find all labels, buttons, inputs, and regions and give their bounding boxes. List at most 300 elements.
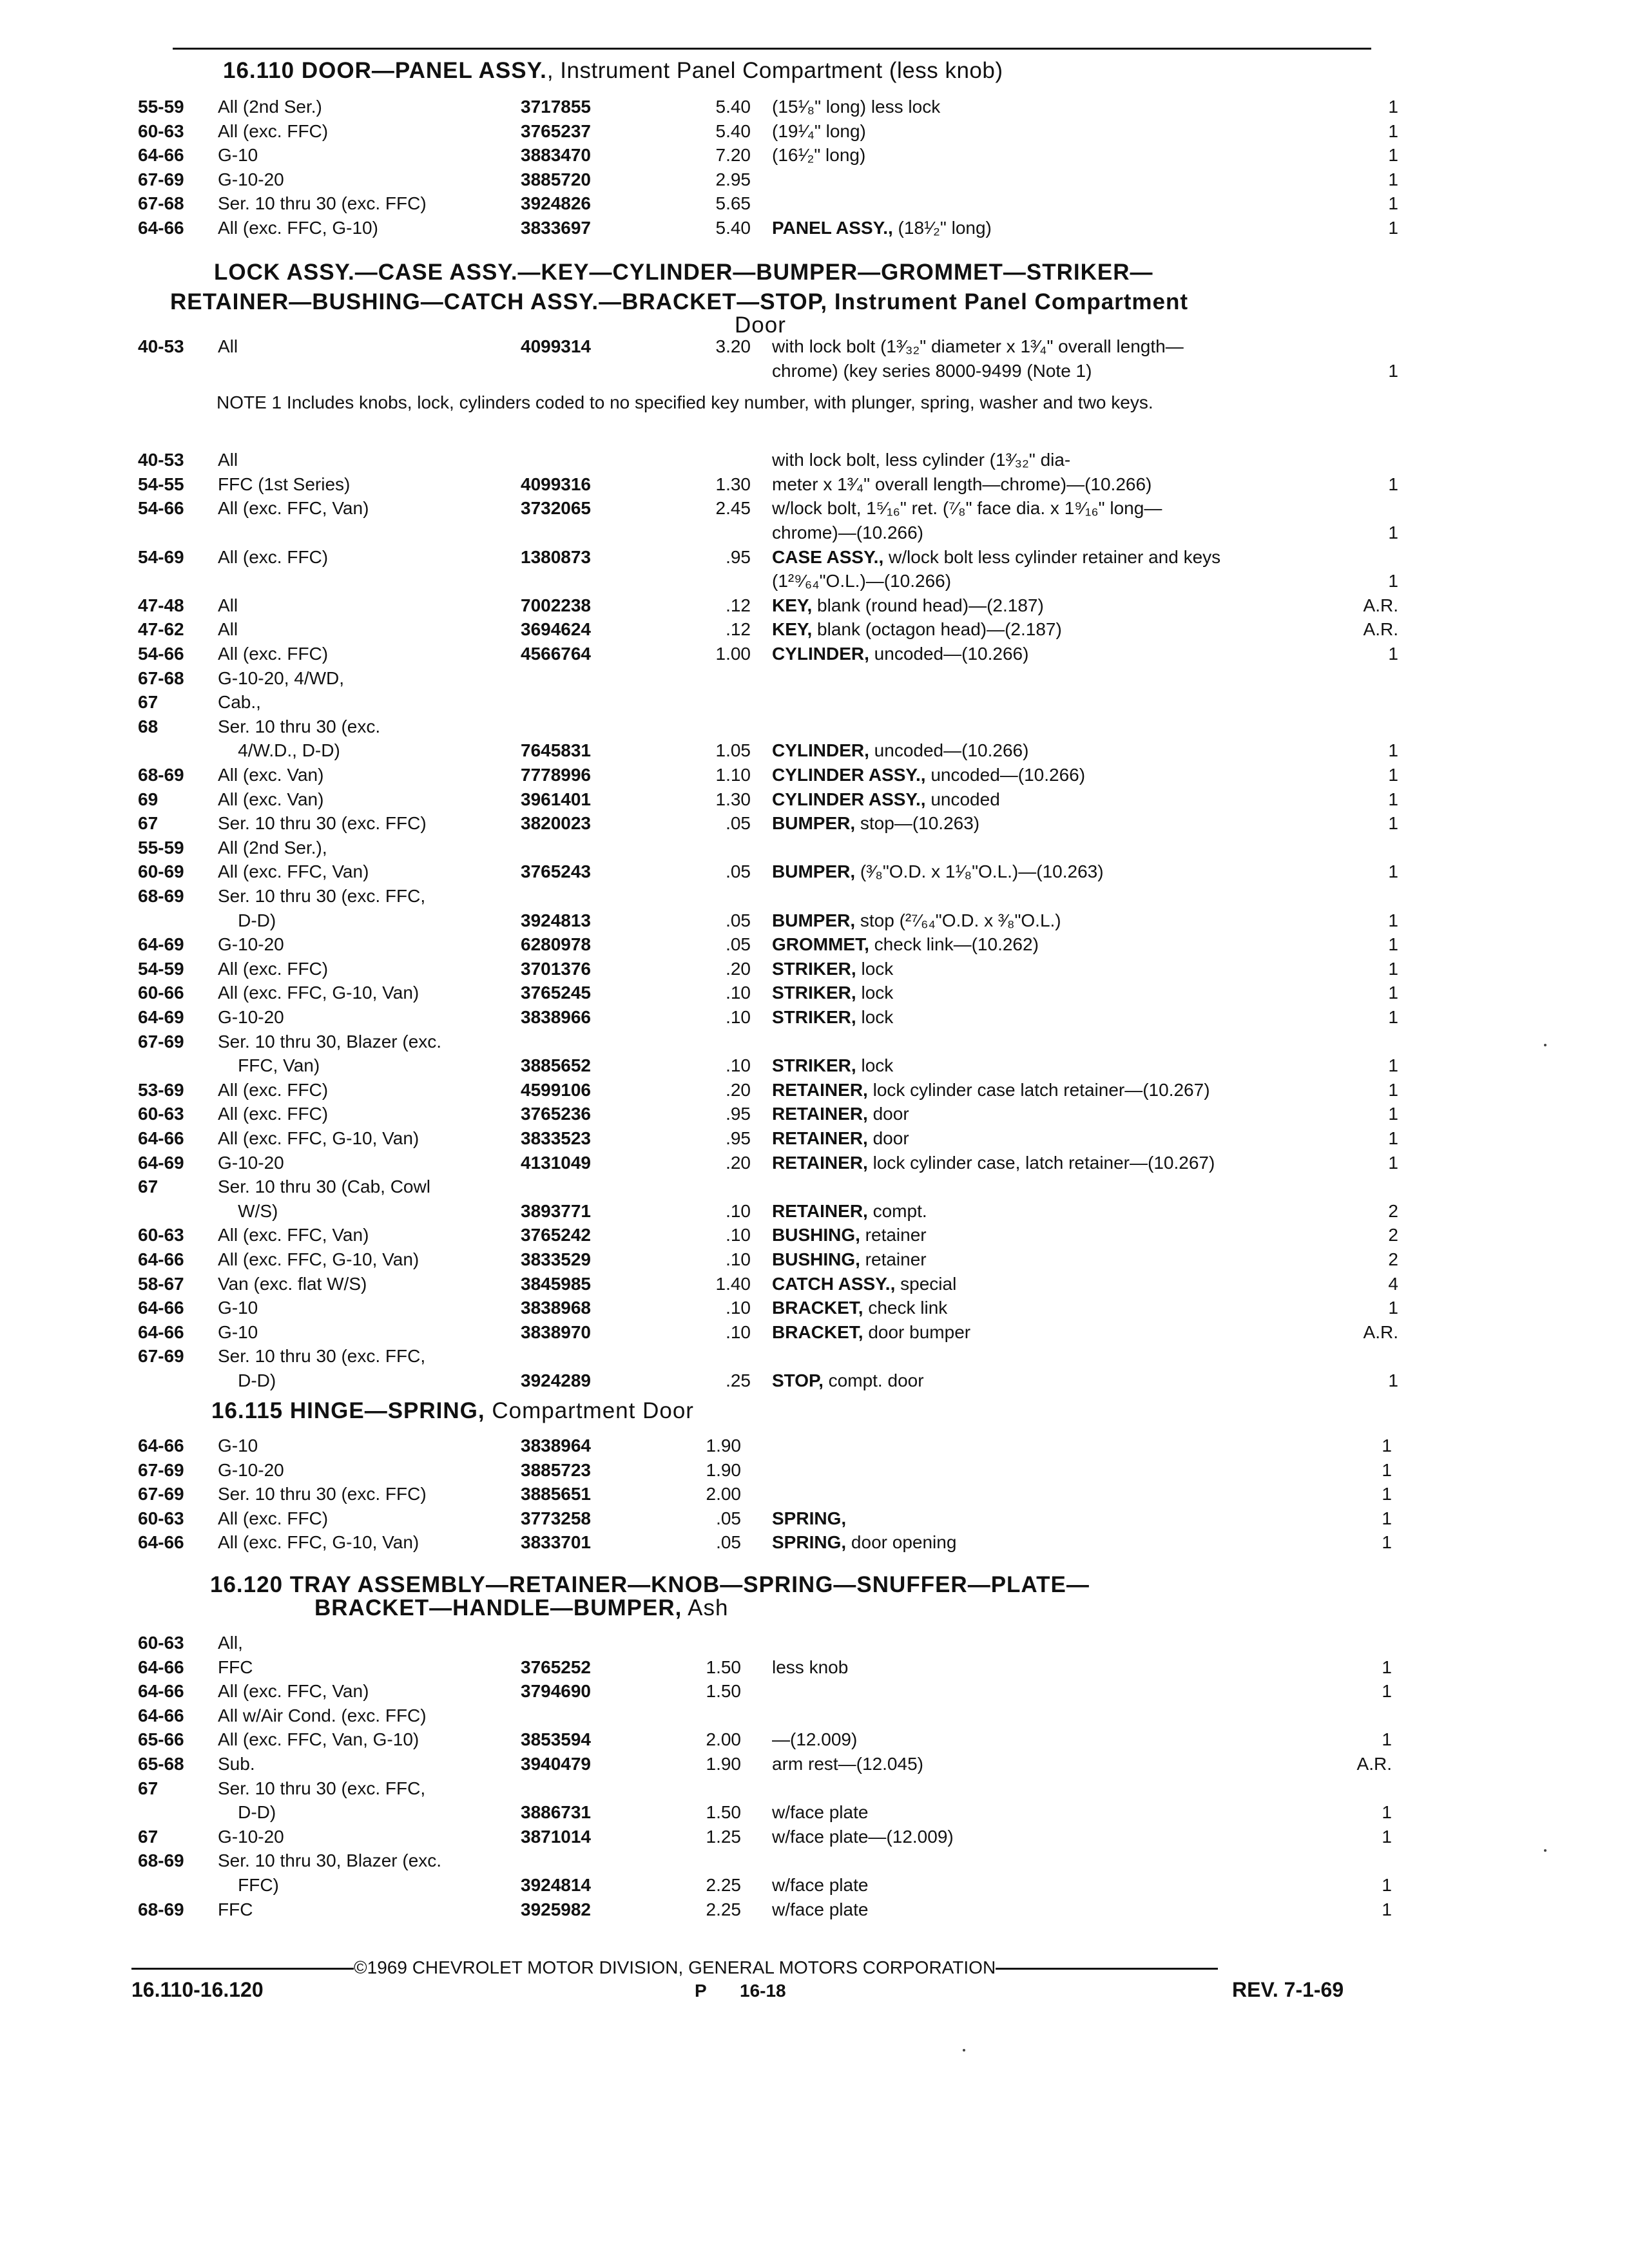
table-row	[0, 1508, 1629, 1533]
model-year: 64-66	[138, 1532, 184, 1552]
table-row	[0, 1104, 1629, 1128]
model-year: 60-63	[138, 1633, 184, 1653]
application: All (exc. FFC, G-10, Van)	[218, 1532, 419, 1552]
part-description	[772, 547, 1220, 568]
section-16-115-title: 16.115 HINGE—SPRING, Compartment Door	[211, 1398, 694, 1423]
list-price: 2.00	[706, 1729, 741, 1749]
list-price: 1.90	[706, 1460, 741, 1480]
list-price: 1.50	[706, 1681, 741, 1701]
list-price: .05	[726, 934, 751, 954]
part-description	[772, 1322, 970, 1343]
part-number: 3893771	[521, 1201, 592, 1221]
model-year: 65-68	[138, 1754, 184, 1774]
table-row	[0, 716, 1629, 741]
part-description	[772, 474, 1152, 495]
quantity: 1	[1382, 1899, 1392, 1919]
model-year: 64-66	[138, 218, 184, 238]
quantity: 1	[1382, 1484, 1392, 1504]
quantity: 1	[1388, 1153, 1398, 1173]
list-price: .10	[726, 983, 751, 1003]
part-description	[772, 571, 951, 591]
part-description	[772, 910, 1061, 931]
part-detail: arm rest—(12.045)	[772, 1754, 923, 1774]
table-row	[0, 1484, 1629, 1508]
list-price: .10	[726, 1322, 751, 1342]
model-year: 64-66	[138, 1322, 184, 1342]
table-row	[0, 1460, 1629, 1485]
list-price: .05	[716, 1508, 741, 1528]
quantity: 1	[1388, 644, 1398, 664]
part-description	[772, 361, 1092, 381]
part-description	[772, 1729, 857, 1750]
top-rule	[173, 48, 1371, 50]
table-row	[0, 1436, 1629, 1460]
part-number: 3940479	[521, 1754, 592, 1774]
table-row	[0, 1249, 1629, 1274]
application: All	[218, 336, 238, 356]
application: Ser. 10 thru 30 (exc.	[218, 716, 381, 736]
part-name: SPRING,	[772, 1532, 847, 1552]
model-year: 67	[138, 1177, 159, 1196]
table-row	[0, 547, 1629, 572]
part-description	[772, 861, 1104, 882]
application: Ser. 10 thru 30, Blazer (exc.	[218, 1850, 442, 1870]
part-description	[772, 934, 1039, 955]
table-row	[0, 1177, 1629, 1201]
quantity: 1	[1382, 1657, 1392, 1677]
part-description	[772, 789, 1000, 810]
list-price: 1.30	[715, 474, 751, 494]
quantity: 1	[1388, 218, 1398, 238]
application: All (exc. FFC, Van)	[218, 861, 369, 881]
quantity: 1	[1388, 1370, 1398, 1390]
model-year: 54-55	[138, 474, 184, 494]
part-description	[772, 959, 893, 979]
quantity: 1	[1382, 1460, 1392, 1480]
application: Ser. 10 thru 30 (exc. FFC)	[218, 193, 427, 213]
application: All (exc. FFC)	[218, 1080, 329, 1100]
part-number: 3925982	[521, 1899, 592, 1919]
table-row	[0, 668, 1629, 693]
table-row	[0, 121, 1629, 146]
application: G-10-20	[218, 1827, 284, 1847]
part-description	[772, 1298, 947, 1318]
list-price: 5.40	[715, 121, 751, 141]
model-year: 64-69	[138, 1153, 184, 1173]
part-number: 3717855	[521, 97, 592, 117]
quantity: 1	[1388, 1298, 1398, 1318]
model-year: 54-59	[138, 959, 184, 979]
model-year: 64-66	[138, 1657, 184, 1677]
model-year: 67-68	[138, 193, 184, 213]
part-description	[772, 1802, 868, 1823]
part-detail: w/lock bolt, 1⁵⁄₁₆" ret. (⁷⁄₈" face dia. x 1⁹⁄₁₆" long—	[772, 498, 1162, 518]
application: FFC	[218, 1899, 253, 1919]
table-row	[0, 498, 1629, 523]
table-row	[0, 1802, 1629, 1827]
part-detail: less knob	[772, 1657, 849, 1677]
table-row	[0, 765, 1629, 789]
part-description	[772, 1370, 924, 1391]
list-price: .12	[726, 595, 751, 615]
part-number: 3833701	[521, 1532, 592, 1552]
part-detail: uncoded—(10.266)	[925, 765, 1086, 785]
list-price: 2.95	[715, 169, 751, 189]
model-year: 64-69	[138, 1007, 184, 1027]
list-price: .25	[726, 1370, 751, 1390]
part-name: RETAINER,	[772, 1104, 868, 1124]
model-year: 64-66	[138, 1128, 184, 1148]
scan-speck	[1544, 1044, 1547, 1046]
part-name: CYLINDER ASSY.,	[772, 789, 926, 809]
quantity: 1	[1388, 861, 1398, 881]
part-number: 7002238	[521, 595, 592, 615]
section-16-120-title-line2: BRACKET—HANDLE—BUMPER, Ash	[314, 1595, 729, 1620]
part-number: 3833529	[521, 1249, 592, 1269]
quantity: 1	[1388, 523, 1398, 543]
application: G-10	[218, 1436, 258, 1456]
list-price: 1.40	[715, 1274, 751, 1294]
model-year: 67-68	[138, 668, 184, 688]
model-year: 65-66	[138, 1729, 184, 1749]
quantity: 1	[1388, 789, 1398, 809]
model-year: 47-48	[138, 595, 184, 615]
part-number: 3820023	[521, 813, 592, 833]
application: All (exc. FFC)	[218, 959, 329, 979]
application: All (exc. FFC, G-10, Van)	[218, 1128, 419, 1148]
quantity: 1	[1382, 1729, 1392, 1749]
part-description	[772, 1153, 1215, 1173]
quantity: 4	[1388, 1274, 1398, 1294]
table-row	[0, 1201, 1629, 1225]
part-name: KEY,	[772, 619, 813, 639]
application: All	[218, 450, 238, 470]
page-number: 16-18	[740, 1981, 786, 2001]
model-year: 67-69	[138, 1032, 184, 1052]
table-row	[0, 1706, 1629, 1730]
part-name: BRACKET,	[772, 1322, 863, 1342]
part-detail: uncoded	[925, 789, 1000, 809]
lock-section-title-line3: Door	[735, 312, 786, 338]
part-detail: stop—(10.263)	[855, 813, 980, 833]
table-row	[0, 193, 1629, 218]
list-price: .20	[726, 1080, 751, 1100]
model-year: 68-69	[138, 886, 184, 906]
part-description	[772, 218, 992, 238]
part-number: 1380873	[521, 547, 592, 567]
application: All (exc. Van)	[218, 765, 324, 785]
part-name: KEY,	[772, 595, 813, 615]
table-row	[0, 218, 1629, 242]
application: All	[218, 595, 238, 615]
list-price: 1.00	[715, 644, 751, 664]
model-year: 54-69	[138, 547, 184, 567]
list-price: 1.10	[715, 765, 751, 785]
part-description	[772, 1657, 848, 1678]
list-price: 1.90	[706, 1754, 741, 1774]
list-price: .05	[726, 910, 751, 930]
application: Ser. 10 thru 30 (exc. FFC,	[218, 1778, 426, 1798]
quantity: 1	[1388, 361, 1398, 381]
table-row	[0, 1778, 1629, 1803]
application: G-10	[218, 1298, 258, 1318]
application: FFC, Van)	[218, 1055, 320, 1075]
application: Cab.,	[218, 692, 261, 712]
list-price: 1.50	[706, 1657, 741, 1677]
part-number: 3853594	[521, 1729, 592, 1749]
model-year: 67-69	[138, 1460, 184, 1480]
table-row	[0, 361, 1629, 385]
part-detail: compt. door	[823, 1370, 924, 1390]
section-16-110-title: 16.110 DOOR—PANEL ASSY., Instrument Panel Compartment (less knob)	[223, 58, 1003, 83]
part-name: BUSHING,	[772, 1249, 860, 1269]
list-price: 1.90	[706, 1436, 741, 1456]
table-row	[0, 595, 1629, 620]
table-row	[0, 474, 1629, 499]
part-name: SPRING,	[772, 1508, 847, 1528]
part-detail: check link	[863, 1298, 948, 1318]
application: D-D)	[218, 1802, 276, 1822]
model-year: 60-63	[138, 1104, 184, 1124]
table-row	[0, 1532, 1629, 1557]
application: G-10-20	[218, 1153, 284, 1173]
application: All,	[218, 1633, 243, 1653]
quantity: 1	[1382, 1681, 1392, 1701]
part-number: 3845985	[521, 1274, 592, 1294]
table-row	[0, 1657, 1629, 1682]
list-price: 2.25	[706, 1875, 741, 1895]
application: All (2nd Ser.)	[218, 97, 322, 117]
part-description	[772, 595, 1044, 616]
part-detail: with lock bolt (1³⁄₃₂" diameter x 1³⁄₄" overall length—	[772, 336, 1184, 356]
quantity: 1	[1388, 813, 1398, 833]
application: FFC (1st Series)	[218, 474, 351, 494]
table-row	[0, 1322, 1629, 1347]
list-price: .10	[726, 1007, 751, 1027]
table-row	[0, 1298, 1629, 1322]
table-row	[0, 1080, 1629, 1104]
quantity: 2	[1388, 1201, 1398, 1221]
table-row	[0, 169, 1629, 194]
quantity: 1	[1388, 765, 1398, 785]
list-price: 5.40	[715, 218, 751, 238]
part-description	[772, 1532, 956, 1553]
list-price: .10	[726, 1055, 751, 1075]
part-number: 3885651	[521, 1484, 592, 1504]
model-year: 55-59	[138, 838, 184, 858]
part-name: RETAINER,	[772, 1153, 868, 1173]
part-description	[772, 1201, 927, 1222]
list-price: .05	[716, 1532, 741, 1552]
model-year: 40-53	[138, 336, 184, 356]
table-row	[0, 861, 1629, 886]
quantity: 1	[1388, 1055, 1398, 1075]
part-description	[772, 1104, 909, 1124]
model-year: 67-69	[138, 169, 184, 189]
application: All (exc. FFC)	[218, 644, 329, 664]
table-row	[0, 1153, 1629, 1177]
part-description	[772, 1827, 954, 1847]
model-year: 64-66	[138, 1249, 184, 1269]
part-description	[772, 1754, 923, 1774]
table-row	[0, 886, 1629, 910]
model-year: 47-62	[138, 619, 184, 639]
table-row	[0, 1827, 1629, 1851]
application: D-D)	[218, 1370, 276, 1390]
list-price: .10	[726, 1225, 751, 1245]
quantity: A.R.	[1356, 1754, 1392, 1774]
model-year: 64-66	[138, 145, 184, 165]
part-number: 3838968	[521, 1298, 592, 1318]
part-name: BUMPER,	[772, 861, 856, 881]
quantity: 1	[1388, 121, 1398, 141]
part-detail: chrome)—(10.266)	[772, 523, 923, 543]
lock-section-title-line1: LOCK ASSY.—CASE ASSY.—KEY—CYLINDER—BUMPER—GROMMET—STRIKER—	[214, 260, 1153, 285]
table-row	[0, 959, 1629, 983]
quantity: 2	[1388, 1225, 1398, 1245]
part-detail: w/face plate	[772, 1875, 869, 1895]
quantity: 1	[1388, 193, 1398, 213]
table-row	[0, 838, 1629, 862]
table-row	[0, 1754, 1629, 1778]
table-row	[0, 692, 1629, 716]
table-row	[0, 619, 1629, 644]
quantity: 1	[1388, 910, 1398, 930]
part-name: STRIKER,	[772, 959, 856, 979]
model-year: 64-66	[138, 1681, 184, 1701]
part-detail: lock cylinder case latch retainer—(10.267)	[867, 1080, 1210, 1100]
section-range: 16.110-16.120	[131, 1978, 264, 2001]
application: G-10-20	[218, 169, 284, 189]
application: All (exc. FFC, Van)	[218, 1225, 369, 1245]
quantity: 1	[1388, 934, 1398, 954]
part-number: 3924814	[521, 1875, 592, 1895]
model-year: 58-67	[138, 1274, 184, 1294]
list-price: 2.00	[706, 1484, 741, 1504]
model-year: 64-66	[138, 1298, 184, 1318]
application: All	[218, 619, 238, 639]
part-number: 3765243	[521, 861, 592, 881]
part-detail: with lock bolt, less cylinder (1³⁄₃₂" dia-	[772, 450, 1071, 470]
application: All (2nd Ser.),	[218, 838, 327, 858]
table-row	[0, 1032, 1629, 1056]
part-name: STOP,	[772, 1370, 824, 1390]
quantity: 1	[1388, 474, 1398, 494]
part-number: 3838966	[521, 1007, 592, 1027]
part-detail: compt.	[867, 1201, 927, 1221]
model-year: 67	[138, 1827, 159, 1847]
table-row	[0, 1681, 1629, 1706]
application: Ser. 10 thru 30 (exc. FFC)	[218, 1484, 427, 1504]
table-row	[0, 740, 1629, 765]
part-number: 3883470	[521, 145, 592, 165]
application: W/S)	[218, 1201, 278, 1221]
part-name: RETAINER,	[772, 1201, 868, 1221]
part-description	[772, 97, 940, 117]
table-row	[0, 1370, 1629, 1395]
quantity: 1	[1388, 169, 1398, 189]
part-description	[772, 765, 1085, 785]
list-price: 2.25	[706, 1899, 741, 1919]
quantity: 1	[1382, 1532, 1392, 1552]
part-number: 3833697	[521, 218, 592, 238]
part-number: 3871014	[521, 1827, 592, 1847]
part-description	[772, 619, 1062, 640]
application: All (exc. FFC, G-10, Van)	[218, 983, 419, 1003]
list-price: 1.50	[706, 1802, 741, 1822]
application: Van (exc. flat W/S)	[218, 1274, 367, 1294]
table-row	[0, 1007, 1629, 1032]
scan-speck	[963, 2049, 965, 2052]
part-number: 6280978	[521, 934, 592, 954]
part-detail: w/face plate	[772, 1802, 869, 1822]
part-name: BUMPER,	[772, 910, 856, 930]
quantity: 1	[1382, 1508, 1392, 1528]
copyright-line	[131, 1957, 1218, 1978]
quantity: A.R.	[1363, 1322, 1398, 1342]
quantity: 2	[1388, 1249, 1398, 1269]
list-price: .12	[726, 619, 751, 639]
list-price: 5.40	[715, 97, 751, 117]
part-detail: uncoded—(10.266)	[869, 644, 1029, 664]
part-detail: lock	[856, 959, 894, 979]
part-description	[772, 983, 893, 1003]
model-year: 60-63	[138, 1508, 184, 1528]
part-name: GROMMET,	[772, 934, 869, 954]
part-description	[772, 1007, 893, 1028]
part-number: 3765245	[521, 983, 592, 1003]
table-row	[0, 97, 1629, 121]
part-detail: (16¹⁄₂" long)	[772, 145, 866, 165]
model-year: 60-66	[138, 983, 184, 1003]
part-description	[772, 336, 1184, 357]
model-year: 68-69	[138, 1850, 184, 1870]
model-year: 68-69	[138, 1899, 184, 1919]
application: G-10-20	[218, 1007, 284, 1027]
part-detail: (1²⁹⁄₆₄"O.L.)—(10.266)	[772, 571, 952, 591]
quantity: A.R.	[1363, 595, 1398, 615]
application: G-10-20	[218, 934, 284, 954]
model-year: 54-66	[138, 498, 184, 518]
part-number: 3701376	[521, 959, 592, 979]
note-1: NOTE 1 Includes knobs, lock, cylinders coded to no specified key number, with plunger, spring, washer and two keys.	[217, 392, 1153, 412]
application: Sub.	[218, 1754, 255, 1774]
table-row	[0, 644, 1629, 668]
list-price: .20	[726, 959, 751, 979]
quantity: 1	[1388, 1080, 1398, 1100]
part-detail: door bumper	[863, 1322, 971, 1342]
application: All (exc. FFC)	[218, 547, 329, 567]
application: G-10	[218, 145, 258, 165]
part-number: 3885652	[521, 1055, 592, 1075]
model-year: 60-69	[138, 861, 184, 881]
list-price: .05	[726, 813, 751, 833]
table-row	[0, 1729, 1629, 1754]
part-name: BRACKET,	[772, 1298, 863, 1318]
list-price: 7.20	[715, 145, 751, 165]
application: FFC	[218, 1657, 253, 1677]
list-price: .05	[726, 861, 751, 881]
part-description	[772, 1128, 909, 1149]
application: All (exc. FFC)	[218, 1508, 329, 1528]
application: All w/Air Cond. (exc. FFC)	[218, 1706, 427, 1725]
quantity: 1	[1388, 97, 1398, 117]
scan-speck	[1544, 1849, 1547, 1852]
part-detail: door opening	[846, 1532, 957, 1552]
part-detail: door	[867, 1104, 909, 1124]
list-price: .95	[726, 1128, 751, 1148]
quantity: 1	[1382, 1436, 1392, 1456]
